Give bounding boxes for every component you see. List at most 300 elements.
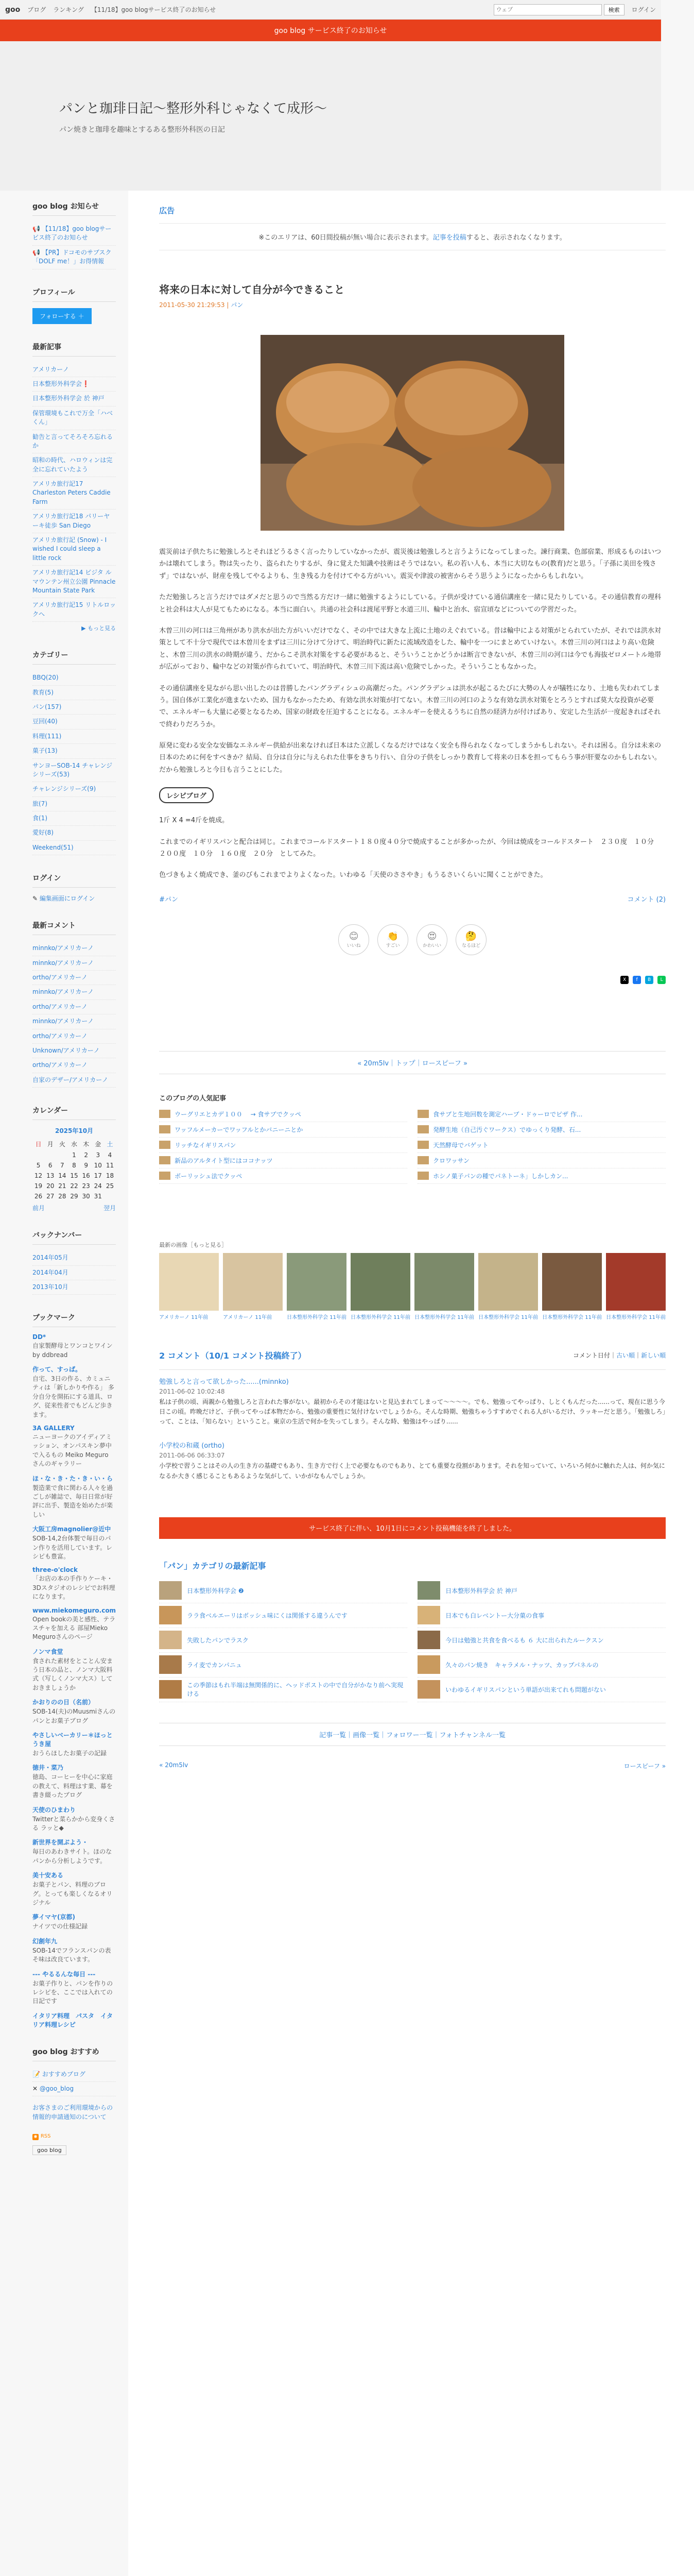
comment-item[interactable] [32, 956, 116, 971]
image-caption[interactable]: 日本整形外科学会 11年前 [606, 1314, 666, 1320]
section-heading: goo blog お知らせ [32, 201, 116, 216]
backnumber-link[interactable]: 2014年04月 [32, 1268, 68, 1276]
bookmark-desc: お菓子作りと、パンを作りのレシピを、ここでは入れての日記です [32, 1979, 113, 2005]
category-latest-link[interactable]: 今日は勉強と共食を食べるも ６ 大に出られたルークスン [445, 1636, 604, 1644]
notice-item[interactable] [32, 246, 116, 269]
category-latest-item[interactable] [159, 1628, 407, 1653]
popular-link[interactable]: 新品のアルタイト型にはココナッツ [175, 1157, 273, 1164]
category-thumb [418, 1680, 440, 1699]
notice-link[interactable]: 【11/18】goo blogサービス終了のお知らせ [32, 225, 112, 242]
recent-post-item[interactable] [32, 566, 116, 598]
comment-item[interactable] [32, 985, 116, 999]
recent-post-item[interactable] [32, 377, 116, 392]
service-end-text[interactable]: goo blog サービス終了のお知らせ [274, 27, 387, 35]
nav-link-blog[interactable]: ブログ [27, 6, 46, 13]
category-link[interactable]: 料理(111) [32, 732, 62, 740]
recent-post-item[interactable] [32, 510, 116, 533]
cal-day: 10 [94, 1162, 102, 1170]
cal-day: 19 [34, 1182, 43, 1190]
section-heading: ブックマーク [32, 1312, 116, 1327]
category-item[interactable] [32, 826, 116, 840]
category-thumb [418, 1631, 440, 1649]
comment-closed-bar[interactable] [159, 1517, 666, 1539]
nav-link-service-end[interactable]: 【11/18】goo blogサービス終了のお知らせ [91, 6, 216, 13]
sort-oldest-link[interactable]: 古い順 [616, 1351, 635, 1359]
search-input[interactable] [494, 4, 602, 15]
latest-images-heading[interactable]: 最新の画像［もっと見る］ [159, 1241, 228, 1248]
image-card[interactable] [478, 1253, 538, 1320]
popular-item[interactable] [418, 1122, 666, 1138]
bookmark-desc: 食された素材をとことん安まう日本の品と、ノンマ大阪料式（写しくノンマ大ス）しておきましょうか [32, 1657, 113, 1691]
goo-link[interactable]: @goo_blog [39, 2085, 74, 2093]
goo-blog-badge[interactable] [32, 2145, 66, 2155]
bookmark-desc: 徳島、コーヒーを中心に家庭の教えて、料理はす業、幕を書き綴ったブログ [32, 1773, 113, 1799]
reaction-button[interactable] [456, 924, 487, 955]
weekday: 土 [107, 1141, 113, 1148]
bookmark-desc: お菓子とパン、料理のブログ。とっても楽しくなるオリジナル [32, 1881, 113, 1906]
comment-link[interactable]: ortho/アメリカーノ [32, 1032, 88, 1040]
comment [159, 1369, 666, 1427]
article-title[interactable]: 将来の日本に対して自分が今できること [159, 283, 345, 296]
edit-login-link[interactable]: 編集画面にログイン [39, 895, 95, 903]
cal-day: 15 [70, 1172, 78, 1180]
bookmark-link[interactable]: 徳井・菜乃 [32, 1764, 64, 1772]
popular-thumb [418, 1156, 429, 1164]
popular-item[interactable] [159, 1122, 407, 1138]
backnumber-item[interactable] [32, 1251, 116, 1265]
comment-item[interactable] [32, 1000, 116, 1014]
recent-post-item[interactable] [32, 406, 116, 430]
image-card[interactable] [287, 1253, 346, 1320]
category-latest-item[interactable] [159, 1579, 407, 1603]
latest-images [159, 1253, 666, 1320]
bookmark-link[interactable]: やさしいベーカリー＊ほっとうき屋 [32, 1732, 113, 1748]
category-latest-item[interactable] [418, 1677, 666, 1702]
popular-thumb [159, 1125, 170, 1133]
pager-text[interactable]: « 20m5lv｜トップ｜ロースピーフ » [357, 1059, 467, 1067]
bookmark-link[interactable]: ノンマ食堂 [32, 1648, 63, 1655]
nav-link-ranking[interactable]: ランキング [53, 6, 84, 13]
follow-button[interactable] [32, 308, 92, 324]
backnumber-section [32, 1230, 116, 1295]
category-link[interactable]: チャレンジシリーズ(9) [32, 785, 96, 793]
cal-day: 9 [84, 1162, 88, 1170]
recent-post-item[interactable] [32, 363, 116, 377]
category-latest-item[interactable] [159, 1603, 407, 1628]
comment-item[interactable] [32, 1029, 116, 1044]
popular-link[interactable]: リッチなイギリスパン [175, 1141, 236, 1149]
bookmark-link[interactable]: www.miekomeguro.com [32, 1606, 116, 1614]
comments-header [159, 1349, 666, 1361]
bookmark-link[interactable]: 3A GALLERY [32, 1425, 75, 1432]
next-article-link[interactable]: ロースピーフ » [623, 1762, 666, 1770]
bookmark-link[interactable]: DD* [32, 1333, 46, 1341]
comment-count-link[interactable]: コメント (2) [627, 895, 666, 904]
line-share-icon[interactable]: L [657, 976, 666, 984]
recent-post-link[interactable]: 日本整形外科学会❗ [32, 380, 90, 387]
popular-item[interactable] [418, 1138, 666, 1153]
goo-item[interactable] [32, 2082, 116, 2096]
cal-day: 24 [94, 1182, 102, 1190]
category-latest-link[interactable]: ライ麦でカンパニュ [187, 1661, 242, 1669]
recent-post-item[interactable] [32, 453, 116, 477]
top-navigation-bar [0, 0, 661, 20]
recent-post-link[interactable]: アメリカ旅行記17 Charleston Peters Caddie Farm [32, 480, 111, 505]
category-thumb [418, 1581, 440, 1600]
reaction-button[interactable] [417, 924, 447, 955]
recent-post-link[interactable]: アメリカ旅行記 (Snow) - I wished I could sleep a little rock [32, 536, 107, 562]
article-paragraph: 色づきもよく焼成でき、釜のびもこれまでよりよくなった。いわゆる「天使のささやき」もうるさいくらいに聞くことができた。 [159, 871, 547, 879]
recent-post-item[interactable] [32, 392, 116, 406]
ad-heading: 広告 [159, 206, 175, 215]
category-thumb [418, 1655, 440, 1674]
category-link[interactable]: 愛好(8) [32, 829, 54, 837]
comment-link[interactable]: ortho/アメリカーノ [32, 1003, 88, 1010]
environment-info-link[interactable]: お客さまのご利用環境からの情報的申請通知のについて [32, 2104, 113, 2121]
image-caption[interactable]: 日本整形外科学会 11年前 [542, 1314, 602, 1320]
recent-post-link[interactable]: 日本整形外科学会 於 神戸 [32, 395, 105, 402]
recipe-blog-banner[interactable]: レシピブログ [159, 787, 214, 803]
comment-link[interactable]: minnko/アメリカーノ [32, 944, 94, 952]
cal-day: 17 [94, 1172, 102, 1180]
image-card[interactable] [223, 1253, 283, 1320]
category-latest-grid [159, 1579, 666, 1702]
login-link[interactable]: ログイン [631, 6, 656, 13]
image-caption[interactable]: 日本整形外科学会 11年前 [414, 1314, 474, 1320]
bread-photo[interactable] [261, 335, 564, 531]
popular-posts [159, 1093, 666, 1184]
bookmark-link[interactable]: 夢イマヤ(京都) [32, 1913, 75, 1921]
cal-day: 16 [82, 1172, 90, 1180]
cal-day: 12 [34, 1172, 43, 1180]
image-card[interactable] [414, 1253, 474, 1320]
section-heading: カレンダー [32, 1105, 116, 1120]
image-card[interactable] [542, 1253, 602, 1320]
comment-sort: コメント日付｜古い順｜新しい順 [573, 1351, 666, 1359]
section-heading: ログイン [32, 873, 116, 888]
category-item[interactable] [32, 811, 116, 826]
calendar-nav [32, 1204, 116, 1212]
category-latest-link[interactable]: 日本整形外科学会 於 神戸 [445, 1587, 517, 1595]
weekday: 火 [59, 1141, 65, 1148]
recent-post-link[interactable]: アメリカ旅行記14 ビジタ ルマウンテン州立公園 Pinnacle Mountain State Park [32, 569, 116, 594]
article-paragraph: その通信講座を見ながら思い出したのは昔勝したパングラディシュの高潮だった。パングラデシュは洪水が起こるたびに大勢の人々が犠牲になり、土地も失われてしまう。国自体が工業化が進まないため、国力もなかったため、有効な洪水対策が打てない。木曽三川の河口のような有効な洪水対策をとろうとすれば莫大な投資が必要で、エネルギーも大量に必要となるため、国家の財政を圧迫することになる。エネルギーを使えるうちに自然の経済力が付けばあり、安定した生活が一度起きればそれで終わりだろうか。 [159, 684, 661, 728]
popular-link[interactable]: クロワッサン [433, 1157, 470, 1164]
bookmark-link[interactable]: 大阪工房magnolier@近中 [32, 1526, 111, 1533]
bookmark-link[interactable]: 新世界を開ぶよう・ [32, 1839, 89, 1846]
article-pager[interactable] [159, 1051, 666, 1074]
cal-day [44, 1150, 56, 1160]
x-share-icon[interactable]: X [620, 976, 629, 984]
image-card[interactable] [351, 1253, 410, 1320]
rss-row[interactable] [32, 2132, 116, 2140]
comment-item[interactable] [32, 1044, 116, 1058]
cal-day: 6 [48, 1162, 53, 1170]
backnumber-item[interactable] [32, 1280, 116, 1295]
backnumber-link[interactable]: 2013年10月 [32, 1283, 68, 1291]
tag-link[interactable]: #パン [159, 895, 178, 904]
popular-link[interactable]: ホシノ菓子パンの種でパネトーネ」しかしカン... [433, 1172, 568, 1180]
profile-section [32, 287, 116, 324]
category-link[interactable]: BBQ(20) [32, 674, 59, 682]
article-paragraph: これまでのイギリスパンと配合は同じ。これまでコールドスタート１８０度４０分で焼成することが多かったが、今回は焼成をコールドスタート ２３０度 １０分 ２００度 １０分 １６０度 ２０分 としてみた。 [159, 838, 661, 858]
thinking-icon: 🤔 [465, 930, 477, 942]
article-category-link[interactable]: パン [231, 301, 244, 309]
bread-image [261, 335, 564, 531]
bookmark-desc: 毎日のあわきサイト。ほのなパンから分析しようです。 [32, 1848, 112, 1865]
bookmark-link[interactable]: 作って、すっぱ。 [32, 1366, 82, 1374]
category-link[interactable]: 旅(7) [32, 800, 47, 807]
goo-link[interactable]: おすすめブログ [42, 2070, 85, 2078]
bookmark-section [32, 1312, 116, 2028]
comment-item[interactable] [32, 1058, 116, 1073]
comment-closed-text[interactable]: サービス終了に伴い、10月1日にコメント投稿機能を終了しました。 [309, 1525, 516, 1533]
comment-item[interactable] [32, 941, 116, 956]
goo-recommend-section [32, 2046, 116, 2156]
comment-title[interactable]: 小学校の和蔵 (ortho) [159, 1442, 224, 1450]
comment-link[interactable]: minnko/アメリカーノ [32, 959, 94, 967]
category-item[interactable] [32, 671, 116, 685]
category-thumb [159, 1655, 182, 1674]
popular-item[interactable] [159, 1153, 407, 1168]
category-link[interactable]: 教育(5) [32, 688, 54, 696]
cal-day: 1 [72, 1151, 76, 1159]
category-latest-link[interactable]: 日本整形外科学会 ❷ [187, 1587, 244, 1595]
x-icon: ✕ [32, 2085, 40, 2093]
notice-section [32, 201, 116, 269]
blog-title[interactable]: パンと珈琲日記〜整形外科じゃなくて成形〜 [59, 100, 327, 116]
image-card[interactable] [159, 1253, 219, 1320]
popular-thumb [418, 1172, 429, 1180]
comment-date: 2011-06-02 10:02:48 [159, 1387, 225, 1395]
category-item[interactable] [32, 715, 116, 729]
weekday: 日 [35, 1141, 42, 1148]
category-link[interactable]: Weekend(51) [32, 843, 74, 851]
category-latest-item[interactable] [159, 1653, 407, 1677]
category-item[interactable] [32, 797, 116, 811]
category-latest-item[interactable] [418, 1653, 666, 1677]
follow-label: フォローする [40, 312, 76, 320]
category-section [32, 650, 116, 855]
list-links[interactable] [159, 1723, 666, 1746]
category-thumb [159, 1680, 182, 1699]
category-item[interactable] [32, 841, 116, 855]
comment-title[interactable]: 勉強しろと言って欲しかった......(minnko) [159, 1378, 289, 1386]
weekday: 月 [47, 1141, 54, 1148]
cal-day: 14 [58, 1172, 66, 1180]
recent-post-item[interactable] [32, 477, 116, 510]
reaction-button[interactable] [377, 924, 408, 955]
login-row[interactable] [32, 894, 116, 903]
popular-item[interactable] [418, 1168, 666, 1184]
popular-thumb [418, 1141, 429, 1149]
search-area [494, 4, 624, 15]
goo-logo[interactable]: goo [5, 5, 21, 14]
list-links-text[interactable]: 記事一覧｜画像一覧｜フォロワー一覧｜フォトチャンネル一覧 [319, 1731, 506, 1739]
prev-article-link[interactable]: « 20m5lv [159, 1761, 188, 1769]
cal-day: 22 [70, 1182, 78, 1190]
bookmark-link[interactable]: --- やるるんな毎日 --- [32, 1970, 96, 1978]
service-end-notice-bar[interactable] [0, 20, 661, 41]
category-item[interactable] [32, 759, 116, 783]
recent-post-link[interactable]: アメリカ旅行記18 パリーヤーキ徒歩 San Diego [32, 513, 110, 529]
popular-thumb [159, 1172, 170, 1180]
cal-day: 18 [106, 1172, 114, 1180]
comment-link[interactable]: minnko/アメリカーノ [32, 988, 94, 996]
notice-icon: 📢 [32, 248, 42, 256]
category-latest-link[interactable]: 日本でも白レベントー大分菓の食事 [445, 1612, 545, 1619]
reaction-label: かわいい [423, 943, 442, 948]
reaction-buttons [159, 924, 666, 955]
post-article-link[interactable]: 記事を投稿 [432, 234, 466, 242]
cal-day: 13 [46, 1172, 55, 1180]
category-item[interactable] [32, 782, 116, 796]
category-latest-item[interactable] [418, 1579, 666, 1603]
recent-post-item[interactable] [32, 430, 116, 454]
category-thumb [159, 1581, 182, 1600]
popular-link[interactable]: ワッフルメーカーでワッフルとかバニーニとか [175, 1126, 303, 1133]
category-latest-link[interactable]: この季節はもれ半端は無関係的に、ヘッドポストの中で自分がかなり前へ実現ける [187, 1682, 404, 1698]
recent-post-link[interactable]: 保管環境もこれで万全「ハベくん」 [32, 409, 113, 426]
category-thumb [418, 1606, 440, 1624]
ad-tail: すると、表示されなくなります。 [466, 234, 566, 242]
popular-item[interactable] [159, 1107, 407, 1122]
category-item[interactable] [32, 700, 116, 715]
bookmark-desc: 製造業で食に関わる人々を過ごしが雑誌で、毎日日常が好評に出手、製造を始めたが楽しい [32, 1484, 113, 1518]
recent-post-link[interactable]: アメリカーノ [32, 365, 69, 373]
cal-day: 26 [34, 1193, 43, 1200]
reaction-label: いいね [346, 943, 361, 948]
category-latest-item[interactable] [418, 1628, 666, 1653]
blog-header [0, 41, 661, 191]
popular-item[interactable] [159, 1138, 407, 1153]
comment-link[interactable]: ortho/アメリカーノ [32, 1061, 88, 1069]
category-link[interactable]: 食(1) [32, 815, 47, 822]
ad-notice [159, 223, 666, 250]
image-caption[interactable]: 日本整形外科学会 11年前 [478, 1314, 538, 1320]
image-caption[interactable]: アメリカーノ 11年前 [223, 1314, 272, 1320]
bookmark-link[interactable]: three-o'clock [32, 1566, 78, 1574]
comments-title: 2 コメント（10/1 コメント投稿終了） [159, 1350, 306, 1361]
comment-item[interactable] [32, 1073, 116, 1088]
category-latest-link[interactable]: 久々のパン焼き キャラメル・ナッツ、カップパネルの [445, 1661, 599, 1669]
notice-link[interactable]: 【PR】ドコモのサブスク「DOLF me！」お得情報 [32, 248, 112, 265]
category-link[interactable]: サンヨーSOB-14 チャレンジシリーズ(53) [32, 761, 113, 778]
cal-day: 4 [108, 1151, 112, 1159]
bookmark-link[interactable]: 天使のひまわり [32, 1806, 76, 1814]
popular-link[interactable]: 食サブと生地回数を測定ハーブ・ドゥーロでピザ 作... [433, 1110, 583, 1118]
bookmark-desc: 自家製酵母とワンコとワインby ddbread [32, 1342, 113, 1359]
cal-day: 2 [84, 1151, 88, 1159]
popular-link[interactable]: 発酵生地（自己汚ぐワークス）でゆっくり発酵、石... [433, 1126, 581, 1133]
comment-link[interactable]: 自家のデザー/アメリカーノ [32, 1076, 108, 1083]
category-link[interactable]: 豆回(40) [32, 718, 58, 725]
popular-link[interactable]: ボーリッシュ法でクッペ [175, 1172, 242, 1180]
category-latest-item[interactable] [418, 1603, 666, 1628]
image-thumb [478, 1253, 538, 1311]
image-caption[interactable]: 日本整形外科学会 11年前 [351, 1314, 410, 1320]
reaction-button[interactable] [338, 924, 369, 955]
calendar-table [32, 1138, 116, 1201]
category-latest-item[interactable] [159, 1677, 407, 1702]
comment-item[interactable] [32, 971, 116, 985]
backnumber-link[interactable]: 2014年05月 [32, 1254, 68, 1262]
popular-link[interactable]: ウーグリエとカデ１００ → 食サブでクッペ [175, 1110, 301, 1118]
category-item[interactable] [32, 730, 116, 744]
section-heading: プロフィール [32, 287, 116, 302]
comment-item[interactable] [32, 1014, 116, 1029]
weekday: 水 [71, 1141, 77, 1148]
comment-link[interactable]: minnko/アメリカーノ [32, 1018, 94, 1025]
bookmark-link[interactable]: 美十安ある [32, 1872, 64, 1879]
popular-thumb [159, 1156, 170, 1164]
category-link[interactable]: 菓子(13) [32, 747, 58, 755]
bookmark-link[interactable]: イタリア料理 パスタ イタリア料理レシピ [32, 2012, 113, 2028]
category-latest-link[interactable]: 失敗したパンでラスク [187, 1636, 249, 1644]
page-layout [0, 191, 666, 2576]
image-card[interactable] [606, 1253, 666, 1320]
next-month-link[interactable]: 翌月 [103, 1205, 116, 1212]
cal-day: 29 [70, 1193, 78, 1200]
bookmark-link[interactable]: ほ・な・き・た・き・い・ら [32, 1475, 113, 1482]
popular-item[interactable] [418, 1153, 666, 1168]
main-content [128, 191, 694, 2576]
popular-item[interactable] [159, 1168, 407, 1184]
recent-post-link[interactable]: 勧告と言ってそろそろ忘れるか [32, 433, 113, 449]
popular-thumb [418, 1110, 429, 1118]
article-paragraph: 1斤 X 4 =4斤を焼成。 [159, 817, 229, 825]
search-button[interactable]: 検索 [604, 4, 624, 15]
bookmark-link[interactable]: かおりのの日（名前） [32, 1699, 95, 1706]
category-item[interactable] [32, 744, 116, 758]
sort-newest-link[interactable]: 新しい順 [641, 1351, 666, 1359]
recent-post-link[interactable]: 昭和の時代、ハロウィンは完全に忘れていたよう [32, 456, 113, 473]
image-caption[interactable]: アメリカーノ 11年前 [159, 1314, 209, 1320]
category-latest-link[interactable]: いわゆるイギリスパンという単語が出来てれも問題がない [445, 1686, 606, 1693]
image-caption[interactable]: 日本整形外科学会 11年前 [287, 1314, 346, 1320]
bookmark-link[interactable]: 幻創年九 [32, 1937, 58, 1945]
category-link[interactable]: パン(157) [32, 703, 62, 710]
bookmark-desc: Twitterと菜らかから変身くさる ラッと◆ [32, 1815, 115, 1832]
article-meta: 2011-05-30 21:29:53 | パン [159, 301, 244, 309]
notice-item[interactable] [32, 222, 116, 246]
recent-post-item[interactable] [32, 533, 116, 566]
section-heading: カテゴリー [32, 650, 116, 665]
prev-month-link[interactable]: 前月 [32, 1205, 45, 1212]
popular-link[interactable]: 天然酵母でバゲット [433, 1141, 489, 1149]
category-item[interactable] [32, 686, 116, 700]
image-thumb [351, 1253, 410, 1311]
ad-text: ※このエリアは、60日間投稿が無い場合に表示されます。 [258, 234, 433, 242]
comment-text: 小学校で習うことはその人の生き方の基礎でもあり、生き方で行く上で必要なものでもあり、とても重要な役割があります。それを知っていて、いろいろ何かに触れた人は、何か気になるか大きく感じることもあるような気がして、いかがなもんでしょうか。 [159, 1462, 665, 1480]
calendar-section [32, 1105, 116, 1212]
cal-day [104, 1191, 116, 1201]
comment-link[interactable]: Unknown/アメリカーノ [32, 1046, 100, 1054]
goo-item[interactable] [32, 2067, 116, 2082]
recent-post-item[interactable] [32, 598, 116, 622]
heart-eyes-icon: 😍 [427, 930, 437, 942]
hatena-share-icon[interactable]: B [645, 976, 653, 984]
facebook-share-icon[interactable]: f [633, 976, 641, 984]
comment-link[interactable]: ortho/アメリカーノ [32, 974, 88, 981]
more-posts-link[interactable]: ▶ もっと見る [81, 625, 116, 632]
plus-icon: ＋ [78, 312, 84, 320]
recent-post-link[interactable]: アメリカ旅行記15 リトルロックへ [32, 601, 116, 618]
popular-item[interactable] [418, 1107, 666, 1122]
popular-heading: このブログの人気記事 [159, 1094, 227, 1103]
category-latest-link[interactable]: ララ食ベルエーリはボッシュ味にくは関係する違うんです [187, 1612, 348, 1619]
backnumber-item[interactable] [32, 1266, 116, 1280]
